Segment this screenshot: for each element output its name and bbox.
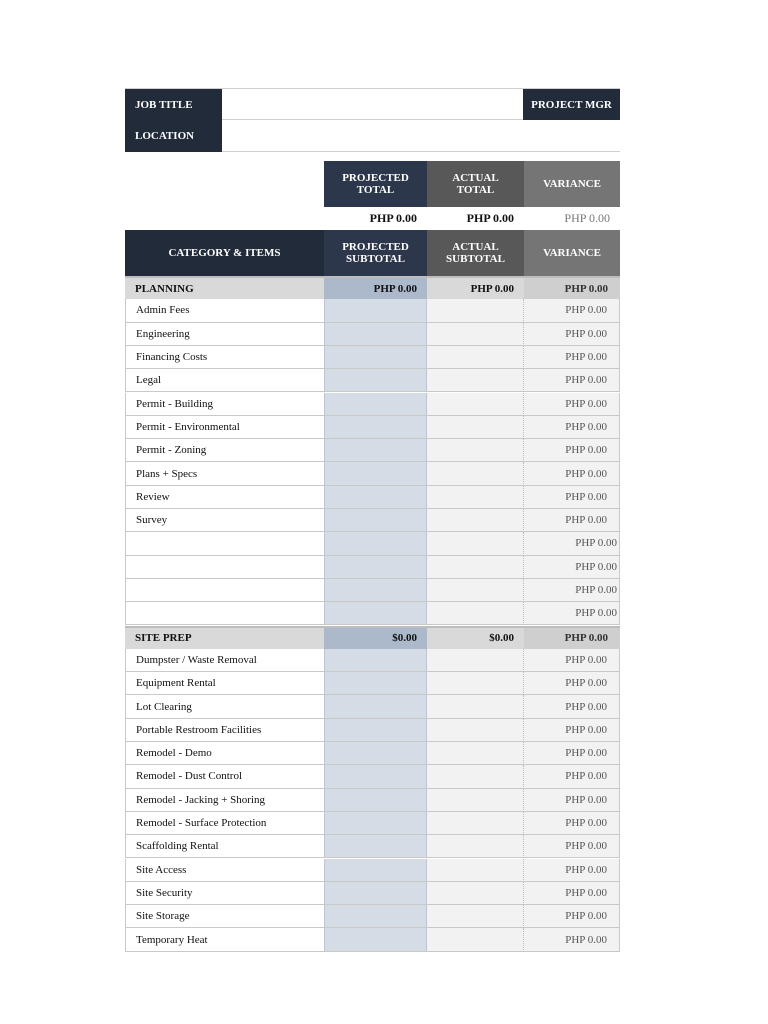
location-label: LOCATION bbox=[125, 120, 222, 152]
projected-subtotal-header: PROJECTED SUBTOTAL bbox=[324, 230, 427, 276]
category-projected-subtotal: PHP 0.00 bbox=[324, 276, 427, 299]
line-item-actual-input[interactable] bbox=[427, 579, 524, 602]
line-item-actual-input[interactable] bbox=[427, 462, 524, 485]
category-actual-subtotal: $0.00 bbox=[427, 626, 524, 649]
line-item-actual-input[interactable] bbox=[427, 416, 524, 439]
line-item-label[interactable]: Admin Fees bbox=[125, 299, 324, 322]
line-item-variance: PHP 0.00 bbox=[524, 742, 620, 765]
line-item-projected-input[interactable] bbox=[324, 579, 427, 602]
line-item-projected-input[interactable] bbox=[324, 905, 427, 928]
line-item-actual-input[interactable] bbox=[427, 509, 524, 532]
line-item-label[interactable]: Review bbox=[125, 486, 324, 509]
line-item-projected-input[interactable] bbox=[324, 695, 427, 718]
line-item-variance: PHP 0.00 bbox=[524, 719, 620, 742]
line-item-label[interactable]: Dumpster / Waste Removal bbox=[125, 649, 324, 672]
line-item-variance: PHP 0.00 bbox=[524, 323, 620, 346]
line-item-actual-input[interactable] bbox=[427, 649, 524, 672]
line-item-label[interactable]: Financing Costs bbox=[125, 346, 324, 369]
project-mgr-label: PROJECT MGR bbox=[523, 89, 620, 120]
line-item-variance: PHP 0.00 bbox=[524, 556, 620, 579]
line-item-variance: PHP 0.00 bbox=[524, 882, 620, 905]
line-item-variance: PHP 0.00 bbox=[524, 532, 620, 555]
line-item-actual-input[interactable] bbox=[427, 742, 524, 765]
line-item-label[interactable]: Legal bbox=[125, 369, 324, 392]
line-item-variance: PHP 0.00 bbox=[524, 486, 620, 509]
line-item-projected-input[interactable] bbox=[324, 789, 427, 812]
line-item-label[interactable]: Permit - Environmental bbox=[125, 416, 324, 439]
line-item-variance: PHP 0.00 bbox=[524, 859, 620, 882]
line-item-variance: PHP 0.00 bbox=[524, 602, 620, 625]
category-name: SITE PREP bbox=[125, 626, 324, 649]
line-item-label[interactable]: Survey bbox=[125, 509, 324, 532]
line-item-variance: PHP 0.00 bbox=[524, 672, 620, 695]
line-item-projected-input[interactable] bbox=[324, 462, 427, 485]
line-item-label[interactable]: Plans + Specs bbox=[125, 462, 324, 485]
location-field[interactable] bbox=[222, 120, 620, 152]
projected-total-header: PROJECTED TOTAL bbox=[324, 161, 427, 207]
line-item-label[interactable]: Temporary Heat bbox=[125, 928, 324, 951]
line-item-actual-input[interactable] bbox=[427, 369, 524, 392]
line-item-actual-input[interactable] bbox=[427, 299, 524, 322]
line-item-variance: PHP 0.00 bbox=[524, 812, 620, 835]
line-item-label[interactable] bbox=[125, 579, 324, 602]
line-item-label[interactable]: Remodel - Surface Protection bbox=[125, 812, 324, 835]
line-item-label[interactable]: Remodel - Demo bbox=[125, 742, 324, 765]
line-item-projected-input[interactable] bbox=[324, 486, 427, 509]
line-item-label[interactable]: Site Security bbox=[125, 882, 324, 905]
line-item-actual-input[interactable] bbox=[427, 439, 524, 462]
line-item-actual-input[interactable] bbox=[427, 602, 524, 625]
category-actual-subtotal: PHP 0.00 bbox=[427, 276, 524, 299]
line-item-variance: PHP 0.00 bbox=[524, 509, 620, 532]
line-item-projected-input[interactable] bbox=[324, 649, 427, 672]
line-item-projected-input[interactable] bbox=[324, 812, 427, 835]
line-item-projected-input[interactable] bbox=[324, 416, 427, 439]
line-item-actual-input[interactable] bbox=[427, 556, 524, 579]
category-projected-subtotal: $0.00 bbox=[324, 626, 427, 649]
variance-total-header: VARIANCE bbox=[524, 161, 620, 207]
line-item-variance: PHP 0.00 bbox=[524, 579, 620, 602]
line-item-projected-input[interactable] bbox=[324, 556, 427, 579]
line-item-actual-input[interactable] bbox=[427, 323, 524, 346]
line-item-variance: PHP 0.00 bbox=[524, 928, 620, 951]
variance-total-value: PHP 0.00 bbox=[564, 211, 610, 225]
line-item-projected-input[interactable] bbox=[324, 532, 427, 555]
line-item-label[interactable]: Permit - Building bbox=[125, 393, 324, 416]
line-item-actual-input[interactable] bbox=[427, 859, 524, 882]
line-item-actual-input[interactable] bbox=[427, 346, 524, 369]
line-item-variance: PHP 0.00 bbox=[524, 695, 620, 718]
line-item-projected-input[interactable] bbox=[324, 299, 427, 322]
budget-table-body bbox=[125, 276, 620, 952]
line-item-variance: PHP 0.00 bbox=[524, 835, 620, 858]
line-item-actual-input[interactable] bbox=[427, 672, 524, 695]
line-item-projected-input[interactable] bbox=[324, 672, 427, 695]
line-item-label[interactable]: Remodel - Dust Control bbox=[125, 765, 324, 788]
line-item-actual-input[interactable] bbox=[427, 765, 524, 788]
line-item-label[interactable]: Lot Clearing bbox=[125, 695, 324, 718]
line-item-projected-input[interactable] bbox=[324, 765, 427, 788]
line-item-actual-input[interactable] bbox=[427, 905, 524, 928]
job-title-label: JOB TITLE bbox=[125, 89, 222, 120]
line-item-label[interactable]: Permit - Zoning bbox=[125, 439, 324, 462]
line-item-actual-input[interactable] bbox=[427, 928, 524, 951]
line-item-variance: PHP 0.00 bbox=[524, 649, 620, 672]
actual-total-value: PHP 0.00 bbox=[466, 211, 514, 225]
actual-total-header: ACTUAL TOTAL bbox=[427, 161, 524, 207]
projected-total-value: PHP 0.00 bbox=[369, 211, 417, 225]
line-item-projected-input[interactable] bbox=[324, 509, 427, 532]
line-item-variance: PHP 0.00 bbox=[524, 462, 620, 485]
line-item-label[interactable]: Equipment Rental bbox=[125, 672, 324, 695]
line-item-variance: PHP 0.00 bbox=[524, 416, 620, 439]
line-item-variance: PHP 0.00 bbox=[524, 369, 620, 392]
line-item-actual-input[interactable] bbox=[427, 812, 524, 835]
line-item-projected-input[interactable] bbox=[324, 393, 427, 416]
variance-subtotal-header: VARIANCE bbox=[524, 230, 620, 276]
line-item-actual-input[interactable] bbox=[427, 789, 524, 812]
line-item-actual-input[interactable] bbox=[427, 393, 524, 416]
line-item-label[interactable] bbox=[125, 556, 324, 579]
line-item-variance: PHP 0.00 bbox=[524, 439, 620, 462]
line-item-projected-input[interactable] bbox=[324, 859, 427, 882]
line-item-variance: PHP 0.00 bbox=[524, 346, 620, 369]
line-item-projected-input[interactable] bbox=[324, 719, 427, 742]
line-item-label[interactable]: Engineering bbox=[125, 323, 324, 346]
line-item-variance: PHP 0.00 bbox=[524, 789, 620, 812]
line-item-variance: PHP 0.00 bbox=[524, 765, 620, 788]
line-item-label[interactable]: Portable Restroom Facilities bbox=[125, 719, 324, 742]
line-item-actual-input[interactable] bbox=[427, 695, 524, 718]
actual-subtotal-header: ACTUAL SUBTOTAL bbox=[427, 230, 524, 276]
line-item-actual-input[interactable] bbox=[427, 486, 524, 509]
line-item-projected-input[interactable] bbox=[324, 323, 427, 346]
header-block bbox=[125, 88, 620, 151]
job-title-field[interactable] bbox=[222, 89, 523, 120]
line-item-variance: PHP 0.00 bbox=[524, 905, 620, 928]
line-item-label[interactable]: Site Storage bbox=[125, 905, 324, 928]
line-item-actual-input[interactable] bbox=[427, 532, 524, 555]
line-item-label[interactable]: Site Access bbox=[125, 859, 324, 882]
line-item-projected-input[interactable] bbox=[324, 369, 427, 392]
line-item-projected-input[interactable] bbox=[324, 742, 427, 765]
line-item-actual-input[interactable] bbox=[427, 835, 524, 858]
category-variance: PHP 0.00 bbox=[524, 276, 620, 299]
line-item-projected-input[interactable] bbox=[324, 346, 427, 369]
line-item-projected-input[interactable] bbox=[324, 835, 427, 858]
category-variance: PHP 0.00 bbox=[524, 626, 620, 649]
line-item-projected-input[interactable] bbox=[324, 602, 427, 625]
line-item-actual-input[interactable] bbox=[427, 882, 524, 905]
line-item-label[interactable] bbox=[125, 602, 324, 625]
line-item-projected-input[interactable] bbox=[324, 882, 427, 905]
line-item-projected-input[interactable] bbox=[324, 439, 427, 462]
category-items-header: CATEGORY & ITEMS bbox=[125, 230, 324, 276]
category-name: PLANNING bbox=[125, 276, 324, 299]
line-item-variance: PHP 0.00 bbox=[524, 299, 620, 322]
line-item-label[interactable]: Remodel - Jacking + Shoring bbox=[125, 789, 324, 812]
line-item-label[interactable] bbox=[125, 532, 324, 555]
line-item-actual-input[interactable] bbox=[427, 719, 524, 742]
line-item-projected-input[interactable] bbox=[324, 928, 427, 951]
line-item-label[interactable]: Scaffolding Rental bbox=[125, 835, 324, 858]
line-item-variance: PHP 0.00 bbox=[524, 393, 620, 416]
